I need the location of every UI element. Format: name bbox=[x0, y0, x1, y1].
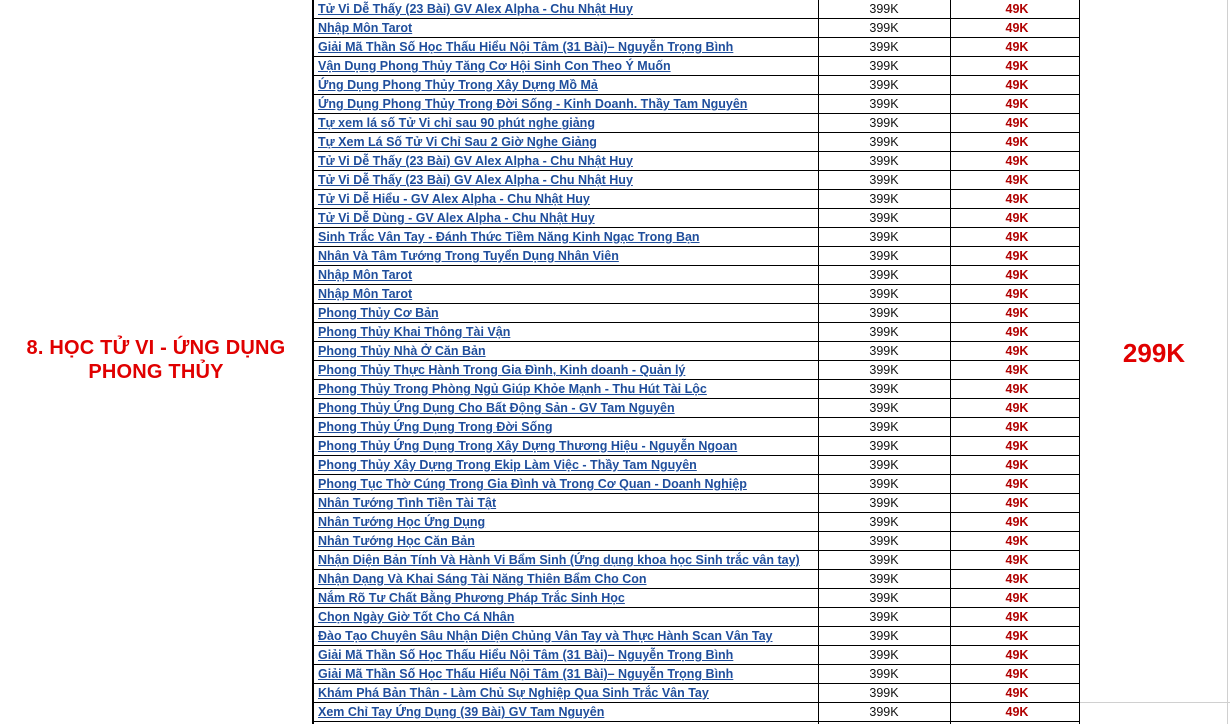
course-link[interactable]: Sinh Trắc Vân Tay - Đánh Thức Tiềm Năng Kinh Ngạc Trong Bạn bbox=[318, 230, 700, 244]
sale-price: 49K bbox=[1005, 2, 1029, 16]
course-link[interactable]: Nhận Diện Bản Tính Và Hành Vi Bẩm Sinh (Ứng dụng khoa học Sinh trắc vân tay) bbox=[318, 553, 800, 567]
course-link[interactable]: Phong Tục Thờ Cúng Trong Gia Đình và Trong Cơ Quan - Doanh Nghiệp bbox=[318, 477, 747, 491]
sale-price: 49K bbox=[1005, 116, 1029, 130]
course-link[interactable]: Phong Thủy Thực Hành Trong Gia Đình, Kinh doanh - Quản lý bbox=[318, 363, 686, 377]
original-price: 399K bbox=[869, 686, 899, 700]
sale-price: 49K bbox=[1005, 382, 1029, 396]
sale-price: 49K bbox=[1005, 344, 1029, 358]
sale-price: 49K bbox=[1005, 439, 1029, 453]
original-price: 399K bbox=[869, 211, 899, 225]
table-row bbox=[314, 228, 1080, 247]
table-row bbox=[314, 190, 1080, 209]
course-link[interactable]: Tự xem lá số Tử Vi chỉ sau 90 phút nghe giảng bbox=[318, 116, 595, 130]
original-price: 399K bbox=[869, 458, 899, 472]
course-link[interactable]: Tử Vi Dễ Hiểu - GV Alex Alpha - Chu Nhật Huy bbox=[318, 192, 590, 206]
course-link[interactable]: Phong Thủy Nhà Ở Căn Bản bbox=[318, 344, 486, 358]
sale-price: 49K bbox=[1005, 192, 1029, 206]
original-price: 399K bbox=[869, 591, 899, 605]
bundle-price: 299K bbox=[1122, 338, 1186, 368]
table-row bbox=[314, 304, 1080, 323]
sale-price: 49K bbox=[1005, 515, 1029, 529]
grid-line-right bbox=[1080, 702, 1230, 703]
original-price: 399K bbox=[869, 648, 899, 662]
sale-price: 49K bbox=[1005, 496, 1029, 510]
original-price: 399K bbox=[869, 2, 899, 16]
sale-price: 49K bbox=[1005, 40, 1029, 54]
course-link[interactable]: Phong Thủy Cơ Bản bbox=[318, 306, 439, 320]
table-row bbox=[314, 0, 1080, 19]
course-link[interactable]: Vận Dụng Phong Thủy Tăng Cơ Hội Sinh Con Theo Ý Muốn bbox=[318, 59, 671, 73]
table-row bbox=[314, 19, 1080, 38]
table-row bbox=[314, 57, 1080, 76]
original-price: 399K bbox=[869, 135, 899, 149]
course-link[interactable]: Nhân Tướng Học Ứng Dụng bbox=[318, 515, 486, 529]
sale-price: 49K bbox=[1005, 667, 1029, 681]
original-price: 399K bbox=[869, 420, 899, 434]
original-price: 399K bbox=[869, 306, 899, 320]
original-price: 399K bbox=[869, 572, 899, 586]
table-row bbox=[314, 646, 1080, 665]
sale-price: 49K bbox=[1005, 648, 1029, 662]
sale-price: 49K bbox=[1005, 154, 1029, 168]
table-row bbox=[314, 114, 1080, 133]
original-price: 399K bbox=[869, 173, 899, 187]
table-row bbox=[314, 323, 1080, 342]
course-link[interactable]: Tử Vi Dễ Thấy (23 Bài) GV Alex Alpha - Chu Nhật Huy bbox=[318, 173, 633, 187]
table-row bbox=[314, 247, 1080, 266]
original-price: 399K bbox=[869, 287, 899, 301]
table-row bbox=[314, 399, 1080, 418]
original-price: 399K bbox=[869, 325, 899, 339]
table-row bbox=[314, 437, 1080, 456]
sale-price: 49K bbox=[1005, 59, 1029, 73]
original-price: 399K bbox=[869, 154, 899, 168]
original-price: 399K bbox=[869, 97, 899, 111]
course-table bbox=[314, 0, 1080, 722]
sale-price: 49K bbox=[1005, 97, 1029, 111]
course-link[interactable]: Nắm Rõ Tư Chất Bằng Phương Pháp Trắc Sinh Học bbox=[318, 591, 625, 605]
course-link[interactable]: Ứng Dụng Phong Thủy Trong Đời Sống - Kinh Doanh. Thầy Tam Nguyên bbox=[318, 97, 748, 111]
course-link[interactable]: Giải Mã Thần Số Học Thấu Hiểu Nội Tâm (31 Bài)– Nguyễn Trọng Bình bbox=[318, 648, 734, 662]
course-link[interactable]: Khám Phá Bản Thân - Làm Chủ Sự Nghiệp Qua Sinh Trắc Vân Tay bbox=[318, 686, 709, 700]
sale-price: 49K bbox=[1005, 477, 1029, 491]
sale-price: 49K bbox=[1005, 287, 1029, 301]
table-row bbox=[314, 494, 1080, 513]
sale-price: 49K bbox=[1005, 325, 1029, 339]
sale-price: 49K bbox=[1005, 458, 1029, 472]
table-row bbox=[314, 38, 1080, 57]
course-link[interactable]: Nhân Tướng Tình Tiền Tài Tật bbox=[318, 496, 497, 510]
table-row bbox=[314, 361, 1080, 380]
course-link[interactable]: Phong Thủy Ứng Dụng Trong Đời Sống bbox=[318, 420, 553, 434]
original-price: 399K bbox=[869, 40, 899, 54]
course-link[interactable]: Tự Xem Lá Số Tử Vi Chỉ Sau 2 Giờ Nghe Giảng bbox=[318, 135, 597, 149]
course-link[interactable]: Xem Chỉ Tay Ứng Dụng (39 Bài) GV Tam Nguyên bbox=[318, 705, 605, 719]
table-row bbox=[314, 703, 1080, 722]
table-row bbox=[314, 209, 1080, 228]
sale-price: 49K bbox=[1005, 401, 1029, 415]
table-row bbox=[314, 266, 1080, 285]
course-link[interactable]: Nhập Môn Tarot bbox=[318, 268, 413, 282]
table-row bbox=[314, 76, 1080, 95]
course-link[interactable]: Nhập Môn Tarot bbox=[318, 287, 413, 301]
table-row bbox=[314, 570, 1080, 589]
sale-price: 49K bbox=[1005, 705, 1029, 719]
original-price: 399K bbox=[869, 401, 899, 415]
row-divider bbox=[314, 721, 1080, 722]
original-price: 399K bbox=[869, 553, 899, 567]
table-row bbox=[314, 627, 1080, 646]
sale-price: 49K bbox=[1005, 268, 1029, 282]
original-price: 399K bbox=[869, 534, 899, 548]
table-row bbox=[314, 171, 1080, 190]
table-row bbox=[314, 152, 1080, 171]
original-price: 399K bbox=[869, 21, 899, 35]
sale-price: 49K bbox=[1005, 135, 1029, 149]
original-price: 399K bbox=[869, 363, 899, 377]
course-link[interactable]: Đào Tạo Chuyên Sâu Nhận Diện Chủng Vân Tay và Thực Hành Scan Vân Tay bbox=[318, 629, 773, 643]
course-link[interactable]: Phong Thủy Xây Dựng Trong Ekip Làm Việc - Thầy Tam Nguyên bbox=[318, 458, 697, 472]
category-title: 8. HỌC TỬ VI - ỨNG DỤNG PHONG THỦY bbox=[26, 337, 286, 383]
original-price: 399K bbox=[869, 344, 899, 358]
course-link[interactable]: Tử Vi Dễ Dùng - GV Alex Alpha - Chu Nhật Huy bbox=[318, 211, 595, 225]
sale-price: 49K bbox=[1005, 534, 1029, 548]
sale-price: 49K bbox=[1005, 249, 1029, 263]
course-link[interactable]: Phong Thủy Ứng Dụng Cho Bất Động Sản - GV Tam Nguyên bbox=[318, 401, 675, 415]
table-row bbox=[314, 285, 1080, 304]
course-link[interactable]: Phong Thủy Khai Thông Tài Vận bbox=[318, 325, 511, 339]
original-price: 399K bbox=[869, 382, 899, 396]
sale-price: 49K bbox=[1005, 686, 1029, 700]
sale-price: 49K bbox=[1005, 629, 1029, 643]
sale-price: 49K bbox=[1005, 306, 1029, 320]
table-row bbox=[314, 95, 1080, 114]
sale-price: 49K bbox=[1005, 173, 1029, 187]
sale-price: 49K bbox=[1005, 211, 1029, 225]
original-price: 399K bbox=[869, 192, 899, 206]
table-row bbox=[314, 608, 1080, 627]
course-link[interactable]: Tử Vi Dễ Thấy (23 Bài) GV Alex Alpha - Chu Nhật Huy bbox=[318, 2, 633, 16]
course-link[interactable]: Giải Mã Thần Số Học Thấu Hiểu Nội Tâm (31 Bài)– Nguyễn Trọng Bình bbox=[318, 40, 734, 54]
course-link[interactable]: Giải Mã Thần Số Học Thấu Hiểu Nội Tâm (31 Bài)– Nguyễn Trọng Bình bbox=[318, 667, 734, 681]
course-link[interactable]: Ứng Dụng Phong Thủy Trong Xây Dựng Mồ Mả bbox=[318, 78, 598, 92]
original-price: 399K bbox=[869, 230, 899, 244]
course-link[interactable]: Tử Vi Dễ Thấy (23 Bài) GV Alex Alpha - Chu Nhật Huy bbox=[318, 154, 633, 168]
original-price: 399K bbox=[869, 629, 899, 643]
course-link[interactable]: Phong Thủy Trong Phòng Ngủ Giúp Khỏe Mạnh - Thu Hút Tài Lộc bbox=[318, 382, 707, 396]
original-price: 399K bbox=[869, 249, 899, 263]
original-price: 399K bbox=[869, 116, 899, 130]
table-row bbox=[314, 665, 1080, 684]
table-row bbox=[314, 589, 1080, 608]
table-row bbox=[314, 133, 1080, 152]
sale-price: 49K bbox=[1005, 420, 1029, 434]
table-row bbox=[314, 418, 1080, 437]
course-link[interactable]: Phong Thủy Ứng Dụng Trong Xây Dựng Thương Hiệu - Nguyễn Ngoan bbox=[318, 439, 738, 453]
sale-price: 49K bbox=[1005, 553, 1029, 567]
table-row bbox=[314, 342, 1080, 361]
sale-price: 49K bbox=[1005, 363, 1029, 377]
course-link[interactable]: Nhân Và Tâm Tướng Trong Tuyển Dụng Nhân Viên bbox=[318, 249, 619, 263]
sale-price: 49K bbox=[1005, 572, 1029, 586]
table-row bbox=[314, 551, 1080, 570]
course-link[interactable]: Nhập Môn Tarot bbox=[318, 21, 413, 35]
original-price: 399K bbox=[869, 439, 899, 453]
table-row bbox=[314, 456, 1080, 475]
course-link[interactable]: Nhận Dạng Và Khai Sáng Tài Năng Thiên Bẩm Cho Con bbox=[318, 572, 647, 586]
original-price: 399K bbox=[869, 496, 899, 510]
original-price: 399K bbox=[869, 705, 899, 719]
original-price: 399K bbox=[869, 78, 899, 92]
original-price: 399K bbox=[869, 667, 899, 681]
original-price: 399K bbox=[869, 59, 899, 73]
course-link[interactable]: Nhân Tướng Học Căn Bản bbox=[318, 534, 475, 548]
sale-price: 49K bbox=[1005, 610, 1029, 624]
table-row bbox=[314, 475, 1080, 494]
original-price: 399K bbox=[869, 515, 899, 529]
sale-price: 49K bbox=[1005, 591, 1029, 605]
table-row bbox=[314, 684, 1080, 703]
original-price: 399K bbox=[869, 477, 899, 491]
original-price: 399K bbox=[869, 268, 899, 282]
table-row bbox=[314, 380, 1080, 399]
original-price: 399K bbox=[869, 610, 899, 624]
sale-price: 49K bbox=[1005, 230, 1029, 244]
table-row bbox=[314, 532, 1080, 551]
table-row bbox=[314, 513, 1080, 532]
sale-price: 49K bbox=[1005, 21, 1029, 35]
course-link[interactable]: Chọn Ngày Giờ Tốt Cho Cá Nhân bbox=[318, 610, 515, 624]
sale-price: 49K bbox=[1005, 78, 1029, 92]
